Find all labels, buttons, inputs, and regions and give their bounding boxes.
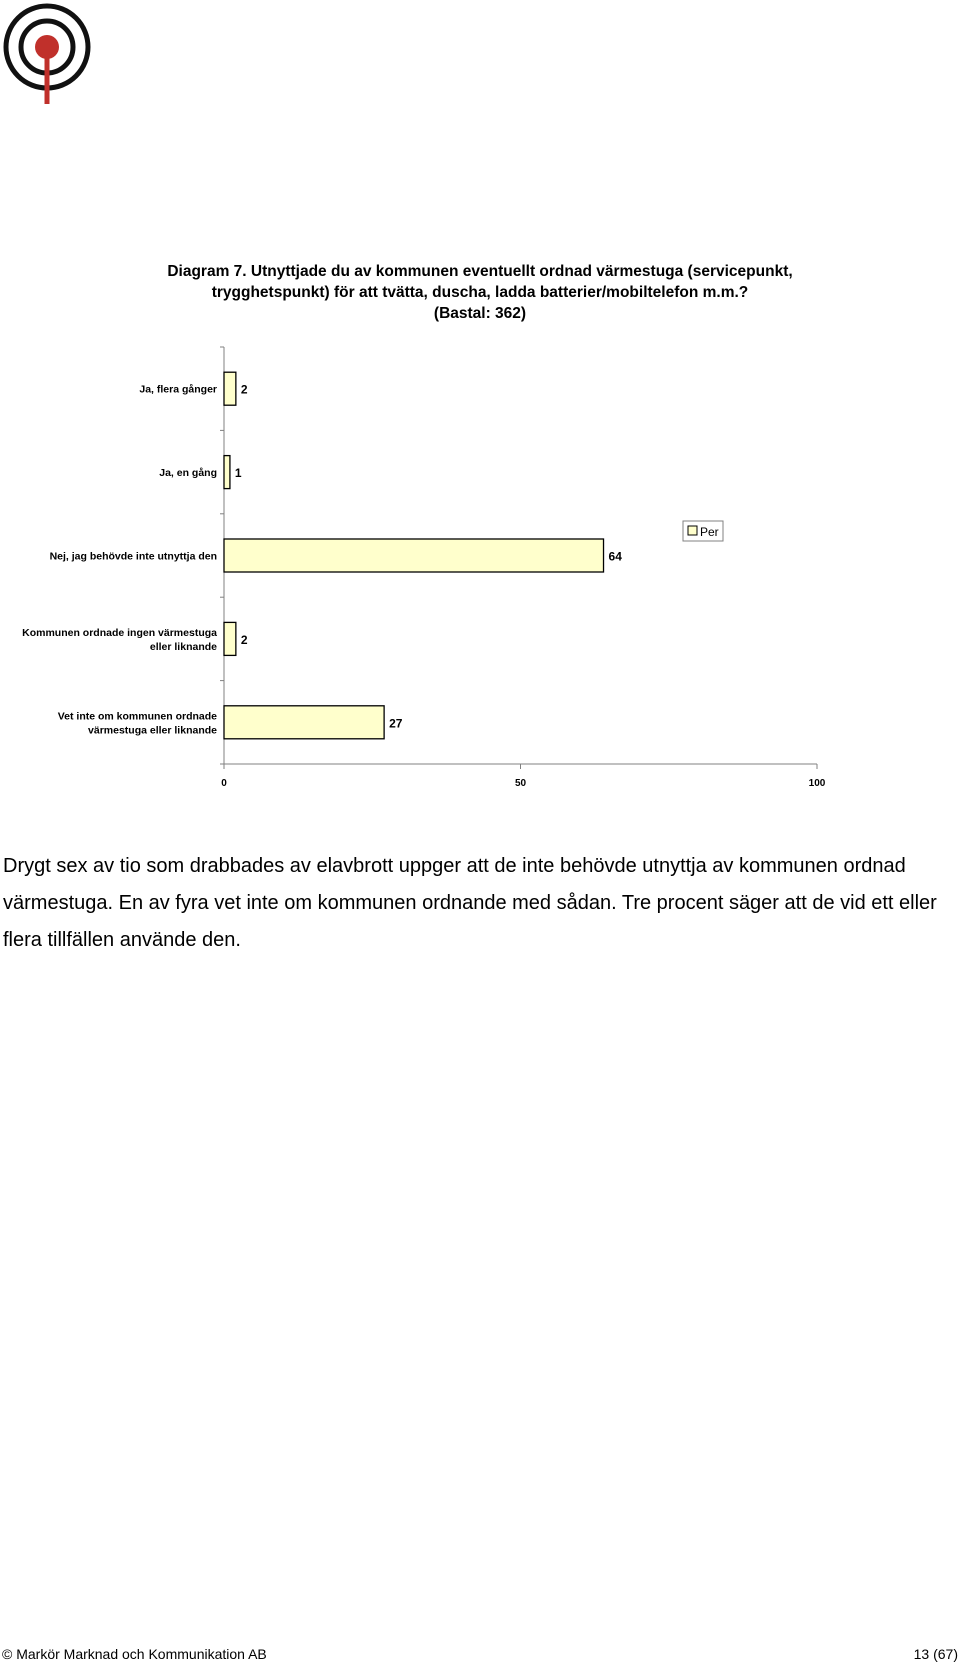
- bar: [224, 622, 236, 655]
- category-label: eller liknande: [149, 640, 217, 653]
- bar-chart: [0, 340, 960, 790]
- footer-page-number: 13 (67): [913, 1646, 958, 1662]
- x-tick-label: 0: [221, 778, 227, 789]
- chart-title-line-2: trygghetspunkt) för att tvätta, duscha, ladda batterier/mobiltelefon m.m.?: [211, 284, 749, 301]
- data-label: 1: [234, 466, 242, 481]
- body-paragraph: Drygt sex av tio som drabbades av elavbrott uppger att de inte behövde utnyttja av kommunen ordnad värmestuga. En av fyra vet inte om kommunen ordnande med sådan. Tre procent säger att de vid ett eller flera tillfällen använde den.: [3, 855, 937, 951]
- category-label: värmestuga eller liknande: [88, 724, 217, 737]
- bar: [224, 706, 384, 739]
- data-label: 2: [240, 382, 248, 397]
- chart-title: [110, 261, 850, 324]
- bar: [224, 456, 230, 489]
- category-label: Ja, en gång: [159, 467, 217, 480]
- chart-title-line-1: Diagram 7. Utnyttjade du av kommunen eventuellt ordnad värmestuga (servicepunkt,: [167, 263, 793, 280]
- x-tick-label: 50: [514, 778, 527, 789]
- category-label: Vet inte om kommunen ordnade: [57, 710, 217, 723]
- category-label: Ja, flera gånger: [139, 383, 217, 396]
- data-label: 2: [240, 632, 248, 647]
- chart-title-line-3: (Bastal: 362): [433, 305, 527, 322]
- category-label: Kommunen ordnade ingen värmestuga: [22, 626, 217, 639]
- legend-swatch: [688, 526, 697, 535]
- legend-label: Per: [700, 525, 719, 539]
- data-label: 64: [608, 549, 622, 564]
- bar: [224, 372, 236, 405]
- data-label: 27: [389, 716, 403, 731]
- x-tick-label: 100: [808, 778, 826, 789]
- target-logo: [0, 0, 100, 110]
- footer-copyright: © Markör Marknad och Kommunikation AB: [2, 1646, 267, 1662]
- category-label: Nej, jag behövde inte utnyttja den: [49, 550, 217, 563]
- bar: [224, 539, 604, 572]
